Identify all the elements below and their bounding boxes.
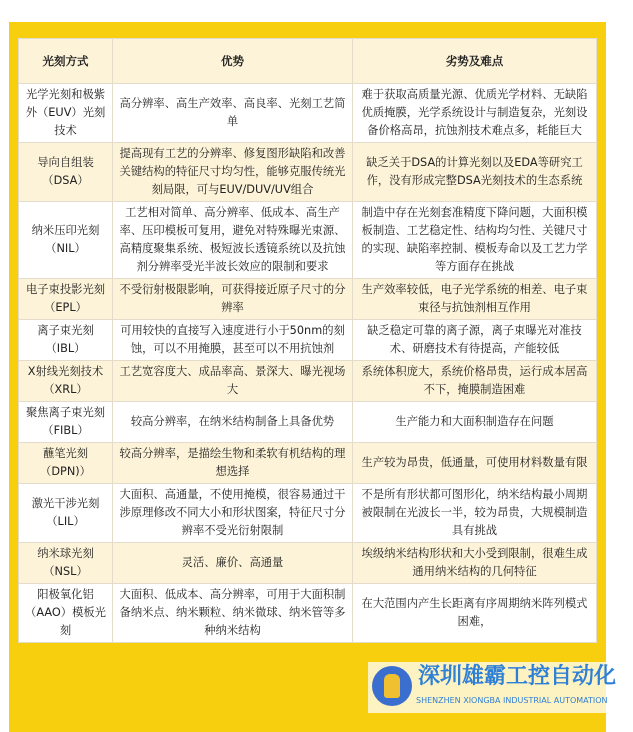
cell-pros: 灵活、廉价、高通量 [113,543,353,584]
cell-pros: 可用较快的直接写入速度进行小于50nm的刻蚀，可以不用掩膜，甚至可以不用抗蚀剂 [113,320,353,361]
table-row [19,202,597,279]
cell-method: 光学光刻和极紫外（EUV）光刻技术 [19,84,113,143]
table-row [19,484,597,543]
cell-method: 电子束投影光刻（EPL） [19,279,113,320]
cell-method: 聚焦离子束光刻（FIBL） [19,402,113,443]
table-row [19,443,597,484]
cell-pros: 工艺宽容度大、成品率高、景深大、曝光视场大 [113,361,353,402]
watermark [368,662,633,713]
cell-pros: 不受衍射极限影响，可获得接近原子尺寸的分辨率 [113,279,353,320]
cell-cons: 生产能力和大面积制造存在问题 [353,402,597,443]
cell-method: 激光干涉光刻（LIL） [19,484,113,543]
cell-cons: 缺乏稳定可靠的离子源，离子束曝光对准技术、研磨技术有待提高，产能较低 [353,320,597,361]
cell-method: 离子束光刻（IBL） [19,320,113,361]
table-row [19,361,597,402]
watermark-cn: 深圳雄霸工控自动化 [418,664,617,689]
cell-pros: 工艺相对简单、高分辨率、低成本、高生产率、压印模板可复用，避免对特殊曝光束源、高精度聚集系统、极短波长透镜系统以及抗蚀剂分辨率受光半波长效应的限制和要求 [113,202,353,279]
cell-cons: 系统体积庞大，系统价格昂贵，运行成本居高不下，掩膜制造困难 [353,361,597,402]
cell-pros: 较高分辨率，在纳米结构制备上具备优势 [113,402,353,443]
header-row [19,39,597,84]
cell-method: 蘸笔光刻（DPN)） [19,443,113,484]
table-row [19,279,597,320]
cell-cons: 在大范围内产生长距离有序周期纳米阵列模式困难， [353,584,597,643]
company-logo-icon [372,666,412,706]
table-row [19,402,597,443]
cell-method: X射线光刻技术（XRL） [19,361,113,402]
cell-pros: 高分辨率、高生产效率、高良率、光刻工艺简单 [113,84,353,143]
cell-method: 纳米压印光刻（NIL） [19,202,113,279]
cell-cons: 生产效率较低，电子光学系统的相差、电子束束径与抗蚀剂相互作用 [353,279,597,320]
watermark-en: SHENZHEN XIONGBA INDUSTRIAL AUTOMATION [416,696,608,705]
table-row [19,320,597,361]
cell-cons: 生产较为昂贵，低通量，可使用材料数量有限 [353,443,597,484]
header-pros: 优势 [113,39,353,84]
cell-pros: 提高现有工艺的分辨率、修复图形缺陷和改善关键结构的特征尺寸均匀性，能够克服传统光刻局限，可与EUV/DUV/UV组合 [113,143,353,202]
table-row [19,543,597,584]
cell-cons: 制造中存在光刻套准精度下降问题，大面积模板制造、工艺稳定性、结构均匀性、关键尺寸的实现、缺陷率控制、模板寿命以及工艺力学等方面存在挑战 [353,202,597,279]
table-row [19,84,597,143]
cell-cons: 缺乏关于DSA的计算光刻以及EDA等研究工作，没有形成完整DSA光刻技术的生态系统 [353,143,597,202]
cell-pros: 较高分辨率，是描绘生物和柔软有机结构的理想选择 [113,443,353,484]
table-row [19,143,597,202]
cell-cons: 埃级纳米结构形状和大小受到限制，很难生成通用纳米结构的几何特征 [353,543,597,584]
cell-cons: 不是所有形状都可图形化，纳米结构最小周期被限制在光波长一半，较为昂贵，大规模制造具有挑战 [353,484,597,543]
header-cons: 劣势及难点 [353,39,597,84]
header-method: 光刻方式 [19,39,113,84]
cell-pros: 大面积、低成本、高分辨率，可用于大面积制备纳米点、纳米颗粒、纳米微球、纳米管等多种纳米结构 [113,584,353,643]
cell-cons: 难于获取高质量光源、优质光学材料、无缺陷优质掩膜，光学系统设计与制造复杂，光刻设备价格高昂，抗蚀剂技术难点多，耗能巨大 [353,84,597,143]
cell-method: 纳米球光刻（NSL） [19,543,113,584]
lithography-comparison-table [18,38,597,643]
cell-pros: 大面积、高通量，不使用掩模，很容易通过干涉原理修改不同大小和形状图案，特征尺寸分辨率不受光衍射限制 [113,484,353,543]
cell-method: 导向自组装（DSA） [19,143,113,202]
table-row [19,584,597,643]
cell-method: 阳极氧化铝（AAO）模板光刻 [19,584,113,643]
